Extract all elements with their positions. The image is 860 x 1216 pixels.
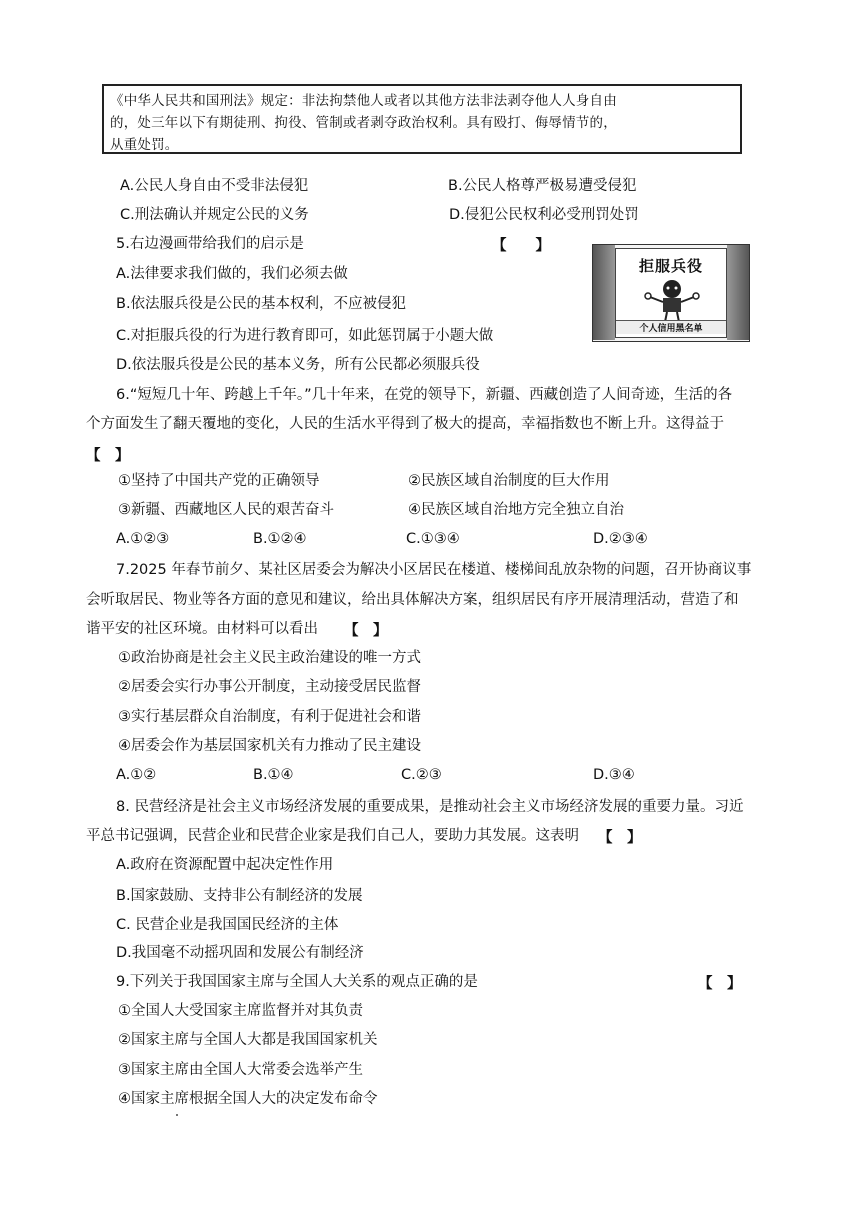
q4-option-b[interactable]: B.公民人格尊严极易遭受侵犯 <box>448 178 637 194</box>
q6-stem-line2: 个方面发生了翻天覆地的变化，人民的生活水平得到了极大的提高，幸福指数也不断上升。这得益于 <box>86 416 724 432</box>
q6-option-d[interactable]: D.②③④ <box>593 531 648 547</box>
q9-stem: 9.下列关于我国国家主席与全国人大关系的观点正确的是 <box>116 974 478 990</box>
q7-item-3: ③实行基层群众自治制度，有利于促进社会和谐 <box>118 709 421 725</box>
q6-stem-line1: 6.“短短几十年、跨越上千年。”几十年来，在党的领导下，新疆、西藏创造了人间奇迹，生活的各 <box>116 387 733 403</box>
q8-stem-line1: 8. 民营经济是社会主义市场经济发展的重要成果，是推动社会主义市场经济发展的重要力量。习近 <box>116 799 744 815</box>
q7-item-4: ④居委会作为基层国家机关有力推动了民主建设 <box>118 738 421 754</box>
curtain-left <box>593 245 615 340</box>
comic-caption: 个人信用黑名单 <box>616 320 726 334</box>
q7-stem-line2: 会听取居民、物业等各方面的意见和建议，给出具体解决方案，组织居民有序开展清理活动，营造了和 <box>86 592 739 608</box>
q6-option-a[interactable]: A.①②③ <box>116 531 170 547</box>
q7-option-a[interactable]: A.①② <box>116 767 157 783</box>
q4-option-c[interactable]: C.刑法确认并规定公民的义务 <box>120 207 309 223</box>
q6-option-c[interactable]: C.①③④ <box>406 531 460 547</box>
q9-item-2: ②国家主席与全国人大都是我国国家机关 <box>118 1032 378 1048</box>
q8-option-a[interactable]: A.政府在资源配置中起决定性作用 <box>116 857 334 873</box>
q8-stem-line2: 平总书记强调，民营企业和民营企业家是我们自己人，要助力其发展。这表明 <box>86 828 579 844</box>
q6-item-3: ③新疆、西藏地区人民的艰苦奋斗 <box>118 502 334 518</box>
q4-option-d[interactable]: D.侵犯公民权利必受刑罚处罚 <box>449 207 639 223</box>
comic-board <box>615 248 727 338</box>
q8-option-b[interactable]: B.国家鼓励、支持非公有制经济的发展 <box>116 888 363 904</box>
speck <box>176 1114 178 1116</box>
q6-option-b[interactable]: B.①②④ <box>253 531 307 547</box>
q5-option-c[interactable]: C.对拒服兵役的行为进行教育即可，如此惩罚属于小题大做 <box>116 328 494 344</box>
q7-stem-line3: 谐平安的社区环境。由材料可以看出 <box>86 621 318 637</box>
q9-answer-bracket[interactable]: 【 】 <box>698 976 742 992</box>
q5-answer-bracket[interactable]: 【 】 <box>492 238 550 254</box>
q8-answer-bracket[interactable]: 【 】 <box>598 830 642 846</box>
q9-item-3: ③国家主席由全国人大常委会选举产生 <box>118 1062 363 1078</box>
q6-item-4: ④民族区域自治地方完全独立自治 <box>408 502 624 518</box>
q8-option-c[interactable]: C. 民营企业是我国国民经济的主体 <box>116 917 339 933</box>
curtain-right <box>727 245 749 340</box>
q4-option-a[interactable]: A.公民人身自由不受非法侵犯 <box>120 178 309 194</box>
refuse-military-service-comic <box>592 244 750 342</box>
q5-stem: 5.右边漫画带给我们的启示是 <box>116 236 304 252</box>
q7-answer-bracket[interactable]: 【 】 <box>344 623 388 639</box>
q7-option-b[interactable]: B.①④ <box>253 767 294 783</box>
q6-answer-bracket[interactable]: 【 】 <box>86 448 130 464</box>
q7-item-2: ②居委会实行办事公开制度，主动接受居民监督 <box>118 679 421 695</box>
comic-title: 拒服兵役 <box>638 257 703 275</box>
quote-line: 的，处三年以下有期徒刑、拘役、管制或者剥夺政治权利。具有殴打、侮辱情节的， <box>110 115 617 131</box>
quote-line: 《中华人民共和国刑法》规定：非法拘禁他人或者以其他方法非法剥夺他人人身自由 <box>110 93 617 109</box>
quote-line: 从重处罚。 <box>110 137 179 153</box>
q7-item-1: ①政治协商是社会主义民主政治建设的唯一方式 <box>118 650 421 666</box>
q7-stem-line1: 7.2025 年春节前夕、某社区居委会为解决小区居民在楼道、楼梯间乱放杂物的问题，召开协商议事 <box>116 562 752 578</box>
q5-option-d[interactable]: D.依法服兵役是公民的基本义务，所有公民都必须服兵役 <box>116 357 480 373</box>
q5-option-b[interactable]: B.依法服兵役是公民的基本权利，不应被侵犯 <box>116 296 407 312</box>
q7-option-d[interactable]: D.③④ <box>593 767 635 783</box>
cartoon-figure-icon <box>616 275 728 325</box>
q8-option-d[interactable]: D.我国毫不动摇巩固和发展公有制经济 <box>116 945 364 961</box>
q9-item-1: ①全国人大受国家主席监督并对其负责 <box>118 1003 363 1019</box>
law-quote-box <box>102 84 742 154</box>
q6-item-2: ②民族区域自治制度的巨大作用 <box>408 473 610 489</box>
q9-item-4: ④国家主席根据全国人大的决定发布命令 <box>118 1091 378 1107</box>
q7-option-c[interactable]: C.②③ <box>401 767 442 783</box>
q5-option-a[interactable]: A.法律要求我们做的，我们必须去做 <box>116 266 348 282</box>
q6-item-1: ①坚持了中国共产党的正确领导 <box>118 473 320 489</box>
